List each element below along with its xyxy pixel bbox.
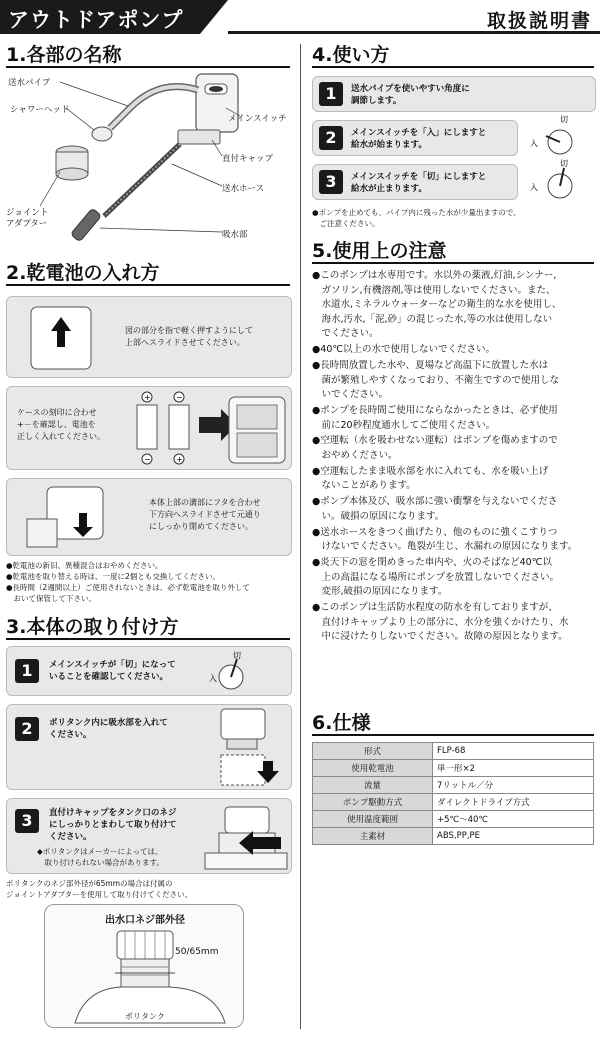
header-manual-label: 取扱説明書 xyxy=(486,10,592,32)
battery-step-close-line-2: 下方向へスライドさせて元通り xyxy=(149,510,261,519)
diagram-title: 出水口ネジ部外径 xyxy=(105,915,185,926)
caution-item-4-line-1: ●ポンプを長時間ご使用にならなかったときは、必ず使用 xyxy=(312,405,558,416)
switch-off-icon xyxy=(207,649,251,695)
install-step-1-line-1: メインスイッチが「切」になって xyxy=(49,660,176,670)
battery-step-open-line-2: 上部へスライドさせてください。 xyxy=(125,338,245,347)
install-step-1-line-2: いることを確認してください。 xyxy=(49,672,169,682)
usage-step-1-line-1: 送水パイプを使いやすい角度に xyxy=(351,84,470,94)
spec-value: FLP-68 xyxy=(433,743,594,760)
label-delivery-hose: 送水ホース xyxy=(222,184,265,194)
spec-value: ABS,PP,PE xyxy=(433,828,594,845)
adapter-note-2: ジョイントアダプターを使用して取り付けてください。 xyxy=(6,890,193,899)
caution-item-9-line-3: 変形,破損の原因になります。 xyxy=(312,586,448,598)
battery-step-insert-line-1: ケースの刻印に合わせ xyxy=(17,408,97,417)
label-adapter: アダプター xyxy=(6,219,48,229)
thread-diameter-diagram xyxy=(44,904,244,1028)
usage-note-1: ●ポンプを止めても、パイプ内に残った水が少量出ますので、 xyxy=(312,208,521,217)
usage-step-1-line-2: 調節します。 xyxy=(351,96,402,106)
section-4-heading: 4.使い方 xyxy=(312,44,390,66)
battery-step-open-line-1: 図の部分を指で軽く押すようにして xyxy=(125,326,253,335)
install-step-3 xyxy=(6,798,292,874)
caution-item-8-line-1: ●送水ホースをきつく曲げたり、他のものに強くこすりつ xyxy=(312,526,558,538)
caution-item-7-line-2: い。破損の原因になります。 xyxy=(312,510,445,522)
label-suction-part: 吸水部 xyxy=(222,230,248,240)
battery-note-4: おいて保管して下さい。 xyxy=(6,594,96,603)
section-6-underline xyxy=(312,734,594,736)
usage-step-2 xyxy=(312,120,518,156)
caution-item-3-line-3: いでください。 xyxy=(312,389,389,401)
install-step-1-number: 1 xyxy=(15,659,39,683)
switch-on-label: 入 xyxy=(209,674,217,683)
usage-step-2-line-1: メインスイッチを「入」にしますと xyxy=(351,128,487,138)
attach-cap-illustration xyxy=(203,803,291,871)
spec-value: ダイレクトドライブ方式 xyxy=(433,794,594,811)
spec-value: +5℃〜40℃ xyxy=(433,811,594,828)
section-6-heading: 6.仕様 xyxy=(312,712,371,734)
usage-step-2-line-2: 給水が始まります。 xyxy=(351,140,427,150)
switch-off-label: 切 xyxy=(233,651,241,660)
usage-step-2-number: 2 xyxy=(319,126,343,150)
caution-item-4-line-2: 前に20秒程度通水してご使用ください。 xyxy=(312,419,496,431)
column-divider xyxy=(300,44,301,1029)
install-step-2-number: 2 xyxy=(15,717,39,741)
spec-key: 主素材 xyxy=(313,828,433,845)
caution-item-6-line-2: ないことがあります。 xyxy=(312,480,416,492)
header-right-area xyxy=(228,0,600,34)
section-4-underline xyxy=(312,66,594,68)
adapter-note-1: ポリタンクのネジ部外径が65mmの場合は付属の xyxy=(6,879,173,888)
caution-item-5-line-2: おやめください。 xyxy=(312,450,398,461)
spec-key: 使用乾電池 xyxy=(313,760,433,777)
install-step-2-line-2: ください。 xyxy=(49,730,92,740)
usage-note-2: ご注意ください。 xyxy=(312,219,380,228)
battery-step-close-line-1: 本体上部の溝部にフタを合わせ xyxy=(149,498,261,507)
insert-suction-illustration xyxy=(207,707,291,789)
caution-item-2-line-1: ●40℃以上の水で使用しないでください。 xyxy=(312,344,496,356)
usage-step-3 xyxy=(312,164,518,200)
spec-key: 使用温度範囲 xyxy=(313,811,433,828)
caution-item-1-line-4: 海水,汚水,「泥,砂」の混じった水,等の水は使用しない xyxy=(312,313,553,325)
caution-item-9-line-2: 上の高温になる場所にポンプを放置しないでください。 xyxy=(312,571,560,583)
usage-switch-off-label: 切 xyxy=(560,115,568,124)
battery-note-3: ●長時間（2週間以上）ご使用されないときは、必ず乾電池を取り外して xyxy=(6,583,250,592)
spec-row xyxy=(313,760,594,777)
section-2-underline xyxy=(6,284,290,286)
caution-item-10-line-2: 直付けキャップより上の部分に、水分を強くかけたり、水 xyxy=(312,616,569,628)
label-joint: ジョイント xyxy=(6,208,49,218)
caution-item-1-line-3: 水道水,ミネラルウォーターなどの衛生的な水を使用し、 xyxy=(312,299,562,311)
usage-step-3-line-1: メインスイッチを「切」にしますと xyxy=(351,172,487,182)
caution-item-8-line-2: けないでください。亀裂が生じ、水漏れの原因になります。 xyxy=(312,541,578,553)
caution-item-7-line-1: ●ポンプ本体及び、吸水部に強い衝撃を与えないでくださ xyxy=(312,496,558,508)
usage-switch-on-label: 入 xyxy=(530,139,538,148)
svg-text:+: + xyxy=(176,455,183,464)
svg-text:−: − xyxy=(176,393,183,402)
open-cover-illustration xyxy=(17,303,117,373)
battery-step-close xyxy=(6,478,292,556)
battery-note-1: ●乾電池の新旧、異種混合はおやめください。 xyxy=(6,561,163,570)
spec-table xyxy=(312,742,594,845)
caution-item-1-line-5: でください。 xyxy=(312,328,379,340)
spec-key: ポンプ駆動方式 xyxy=(313,794,433,811)
install-step-3-line-2: にしっかりとまわして取り付けて xyxy=(49,820,177,830)
battery-step-close-line-3: にしっかり閉めてください。 xyxy=(149,522,253,531)
spec-row xyxy=(313,743,594,760)
spec-value: 7リットル／分 xyxy=(433,777,594,794)
section-5-heading: 5.使用上の注意 xyxy=(312,240,447,262)
install-step-3-note-1: ◆ポリタンクはメーカーによっては、 xyxy=(37,847,163,856)
label-main-switch: メインスイッチ xyxy=(228,114,287,124)
install-step-3-line-1: 直付けキャップをタンク口のネジ xyxy=(49,808,177,818)
diagram-tank-label: ポリタンク xyxy=(125,1012,165,1021)
svg-text:−: − xyxy=(144,455,151,464)
battery-step-insert-line-2: +－を確認し、電池を xyxy=(17,420,96,429)
section-3-underline xyxy=(6,638,290,640)
spec-row xyxy=(313,811,594,828)
section-1-heading: 1.各部の名称 xyxy=(6,44,122,66)
caution-item-6-line-1: ●空運転したまま吸水部を水に入れても、水を吸い上げ xyxy=(312,465,549,477)
spec-key: 形式 xyxy=(313,743,433,760)
battery-step-insert-line-3: 正しく入れてください。 xyxy=(17,432,105,441)
caution-item-10-line-3: 中に浸けたりしないでください。故障の原因となります。 xyxy=(312,631,568,643)
svg-text:+: + xyxy=(144,393,151,402)
header-title: アウトドアポンプ xyxy=(8,8,184,32)
spec-value: 単一形×2 xyxy=(433,760,594,777)
spec-key: 流量 xyxy=(313,777,433,794)
usage-step-1 xyxy=(312,76,596,112)
section-3-heading: 3.本体の取り付け方 xyxy=(6,616,179,638)
spec-row xyxy=(313,794,594,811)
usage-step-1-number: 1 xyxy=(319,82,343,106)
caution-item-9-line-1: ●炎天下の窓を閉めきった車内や、火のそばなど40℃以 xyxy=(312,557,552,568)
usage-step-3-line-2: 給水が止まります。 xyxy=(351,184,427,194)
caution-item-3-line-1: ●長時間放置した水や、夏場など高温下に放置した水は xyxy=(312,360,549,371)
usage-switch-off-label-2: 切 xyxy=(560,159,568,168)
switch-off-usage-icon xyxy=(526,156,586,206)
diagram-dimension: 50/65mm xyxy=(175,947,219,957)
usage-switch-on-label-2: 入 xyxy=(530,183,538,192)
caution-item-5-line-1: ●空運転（水を吸わせない運転）はポンプを傷めますので xyxy=(312,435,558,447)
caution-item-10-line-1: ●このポンプは生活防水程度の防水を有しておりますが、 xyxy=(312,602,558,613)
battery-insert-illustration xyxy=(125,391,291,467)
battery-step-insert xyxy=(6,386,292,470)
install-step-3-number: 3 xyxy=(15,809,39,833)
label-shower-head: シャワーヘッド xyxy=(10,105,70,115)
caution-item-1-line-1: ●このポンプは水専用です。水以外の薬液,灯油,シンナー, xyxy=(312,270,557,281)
install-step-3-note-2: 取り付けられない場合があります。 xyxy=(37,858,164,867)
label-delivery-pipe: 送水パイプ xyxy=(8,78,51,88)
spec-row xyxy=(313,777,594,794)
spec-row xyxy=(313,828,594,845)
header-notch xyxy=(200,0,228,34)
caution-item-3-line-2: 菌が繁殖しやすくなっており、不衛生ですので使用しな xyxy=(312,374,560,386)
install-step-2 xyxy=(6,704,292,790)
install-step-2-line-1: ポリタンク内に吸水部を入れて xyxy=(49,718,168,728)
label-direct-cap: 直付キャップ xyxy=(222,154,274,164)
close-cover-illustration xyxy=(17,483,117,553)
battery-step-open xyxy=(6,296,292,378)
section-2-heading: 2.乾電池の入れ方 xyxy=(6,262,160,284)
switch-on-icon xyxy=(526,112,586,162)
battery-note-2: ●乾電池を取り替える時は、一度に2個とも交換してください。 xyxy=(6,572,220,581)
section-5-underline xyxy=(312,262,594,264)
install-step-3-line-3: ください。 xyxy=(49,832,92,842)
caution-item-1-line-2: ガソリン,有機溶剤,等は使用しないでください。また、 xyxy=(312,284,556,296)
install-step-1 xyxy=(6,646,292,696)
usage-step-3-number: 3 xyxy=(319,170,343,194)
